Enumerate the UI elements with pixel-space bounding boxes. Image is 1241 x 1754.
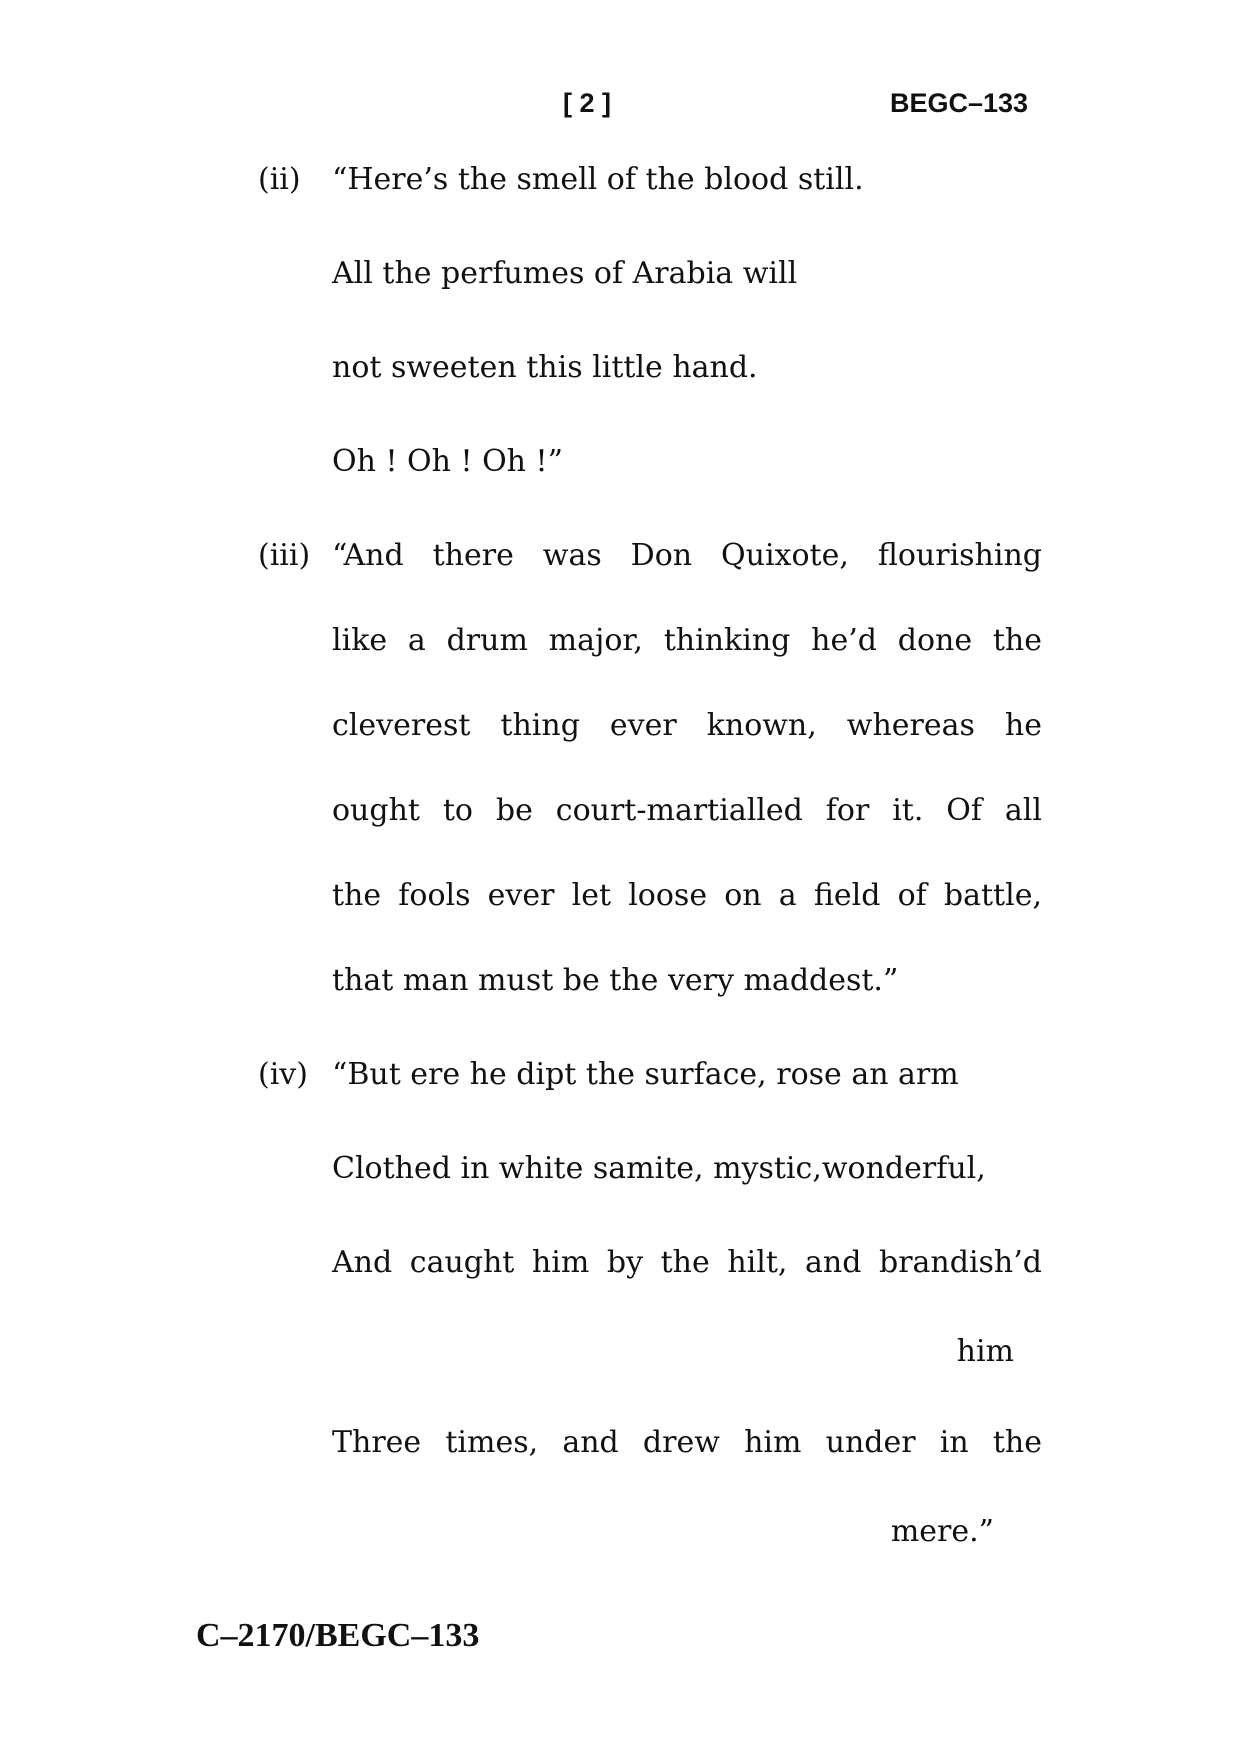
quote-line: Three times, and drew him under in the [332,1425,1042,1460]
question-number: (iv) [258,1057,308,1092]
paper-code: BEGC–133 [890,88,1029,118]
quote-line: not sweeten this little hand. [332,350,758,385]
quote-line: like a drum major, thinking he’d done the [332,623,1042,658]
quote-line: ought to be court-martialled for it. Of all [332,793,1042,828]
question-number: (ii) [258,162,301,197]
quote-line: Clothed in white samite, mystic,wonderful, [332,1151,986,1186]
quote-line: All the perfumes of Arabia will [332,256,798,291]
question-number: (iii) [258,538,311,573]
quote-line: Oh ! Oh ! Oh !” [332,444,563,479]
quote-line: And caught him by the hilt, and brandish’d [332,1245,1042,1280]
quote-line: mere.” [890,1514,994,1549]
quote-line: him [956,1334,1014,1369]
quote-line: “But ere he dipt the surface, rose an arm [332,1057,959,1092]
quote-line: “Here’s the smell of the blood still. [332,162,864,197]
page-number: [ 2 ] [563,88,612,118]
quote-line: that man must be the very maddest.” [332,963,899,998]
quote-line: cleverest thing ever known, whereas he [332,708,1042,743]
quote-line: “And there was Don Quixote, flourishing [332,538,1042,573]
footer-code: C–2170/BEGC–133 [196,1617,480,1654]
quote-line: the fools ever let loose on a field of battle, [332,878,1042,913]
